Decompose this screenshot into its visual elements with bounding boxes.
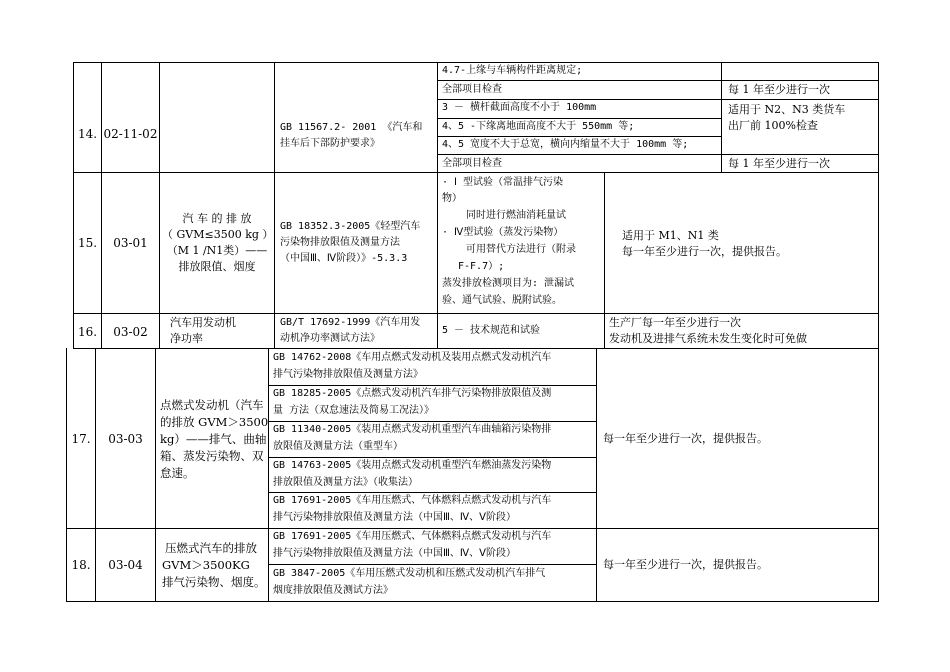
item-name-line: 汽 车 的 排 放 — [182, 212, 252, 225]
item-line: 4.7-上缘与车辆构件距离规定; — [442, 65, 583, 76]
frequency-line: 适用于 N2、N3 类货车 — [728, 103, 846, 116]
standard-line: 污染物排放限值及测量方法 — [280, 237, 400, 248]
standard-line: GB 18285-2005《点燃式发动机汽车排气污染物排放限值及测 — [273, 388, 552, 399]
standard-line: 挂车后下部防护要求》 — [280, 138, 380, 149]
item-line: · Ⅰ 型试验（常温排气污染 — [442, 177, 564, 188]
frequency-line: 生产厂每一年至少进行一次 — [609, 316, 741, 329]
item-name-line: 排放限值、烟度 — [178, 260, 256, 273]
item-name-line: （M 1 /N1类）—— — [166, 244, 268, 257]
item-name-line: （ GVM≤3500 kg ） — [162, 228, 274, 241]
row-number: 16. — [77, 325, 98, 339]
row-number: 18. — [71, 558, 91, 572]
item-line: 可用替代方法进行（附录 — [466, 244, 576, 255]
item-line: 4、5 -下缘离地面高度不大于 550mm 等; — [442, 121, 635, 132]
frequency-text: 每一年至少进行一次，提供报告。 — [603, 558, 768, 571]
standard-line: GB 17691-2005《车用压燃式、气体燃料点燃式发动机与汽车 — [273, 531, 552, 542]
standard-line: GB 11567.2- 2001 《汽车和 — [280, 122, 423, 133]
item-line: F-F.7）; — [458, 261, 505, 272]
frequency-line: 每 1 年至少进行一次 — [728, 157, 830, 170]
standard-line: GB 3847-2005《车用压燃式发动机和压燃式发动机汽车排气 — [273, 568, 546, 579]
row-code: 02-11-02 — [103, 127, 158, 141]
standard-line: 排气污染物排放限值及测量方法》 — [273, 369, 423, 380]
row-number: 15. — [77, 236, 98, 250]
item-line: 3 － 横杆截面高度不小于 100mm — [442, 102, 597, 113]
standard-line: GB 14762-2008《车用点燃式发动机及装用点燃式发动机汽车 — [273, 352, 552, 363]
item-line: · Ⅳ型试验（蒸发污染物） — [442, 227, 564, 238]
item-name-line: 的排放 GVM＞3500 — [160, 415, 269, 429]
item-line: 4、5 宽度不大于总宽，横向内缩量不大于 100mm 等; — [442, 139, 689, 150]
frequency-line: 发动机及进排气系统未发生变化时可免做 — [609, 332, 807, 345]
row-code: 03-01 — [113, 236, 148, 250]
item-line: 5 － 技术规范和试验 — [442, 325, 541, 336]
standard-line: 排气污染物排放限值及测量方法（中国Ⅲ、Ⅳ、Ⅴ阶段） — [273, 548, 516, 559]
standard-line: 放限值及测量方法（重型车） — [273, 441, 403, 452]
frequency-text: 每一年至少进行一次，提供报告。 — [603, 432, 768, 445]
item-line: 蒸发排放检测项目为: 泄漏试 — [442, 278, 575, 289]
standard-line: （中国Ⅲ、Ⅳ阶段）》-5.3.3 — [280, 253, 408, 264]
standard-line: 动机净功率测试方法》 — [280, 333, 380, 344]
standard-line: 烟度排放限值及测试方法》 — [273, 585, 393, 596]
item-name-line: kg）——排气、曲轴 — [160, 432, 267, 446]
item-name-line: GVM＞3500KG — [162, 558, 250, 572]
item-name-line: 箱、蒸发污染物、双 — [160, 449, 264, 463]
item-line: 全部项目检查 — [442, 84, 502, 95]
standard-line: GB 11340-2005《装用点燃式发动机重型汽车曲轴箱污染物排 — [273, 424, 552, 435]
item-line: 物） — [442, 193, 462, 204]
standard-line: 排气污染物排放限值及测量方法（中国Ⅲ、Ⅳ、Ⅴ阶段） — [273, 512, 516, 523]
frequency-line: 适用于 M1、N1 类 — [622, 229, 719, 242]
frequency-line: 出厂前 100%检查 — [728, 119, 818, 132]
standard-line: GB 18352.3-2005《轻型汽车 — [280, 221, 421, 232]
row-number: 14. — [77, 127, 98, 141]
standard-line: GB 17691-2005《车用压燃式、气体燃料点燃式发动机与汽车 — [273, 495, 552, 506]
standard-line: GB 14763-2005《装用点燃式发动机重型汽车燃油蒸发污染物 — [273, 460, 552, 471]
row-code: 03-04 — [108, 558, 143, 572]
standard-line: 量 方法（双怠速法及简易工况法）》 — [273, 405, 435, 416]
frequency-line: 每 1 年至少进行一次 — [728, 83, 830, 96]
row-number: 17. — [71, 432, 91, 446]
item-name-line: 压燃式汽车的排放 — [165, 541, 257, 555]
item-line: 全部项目检查 — [442, 158, 502, 169]
row-code: 03-03 — [108, 432, 143, 446]
standard-line: 排放限值及测量方法》（收集法） — [273, 477, 418, 488]
item-name-line: 点燃式发动机（汽车 — [160, 398, 264, 412]
item-name-line: 汽车用发动机 — [170, 316, 236, 329]
frequency-line: 每一年至少进行一次，提供报告。 — [622, 245, 787, 258]
item-line: 同时进行燃油消耗量试 — [466, 210, 566, 221]
row-code: 03-02 — [113, 325, 148, 339]
item-name-line: 净功率 — [170, 332, 203, 345]
item-line: 验、通气试验、脱附试验。 — [442, 295, 562, 306]
item-name-line: 怠速。 — [160, 466, 195, 480]
standard-line: GB/T 17692-1999《汽车用发 — [280, 317, 421, 328]
item-name-line: 排气污染物、烟度。 — [162, 575, 266, 589]
